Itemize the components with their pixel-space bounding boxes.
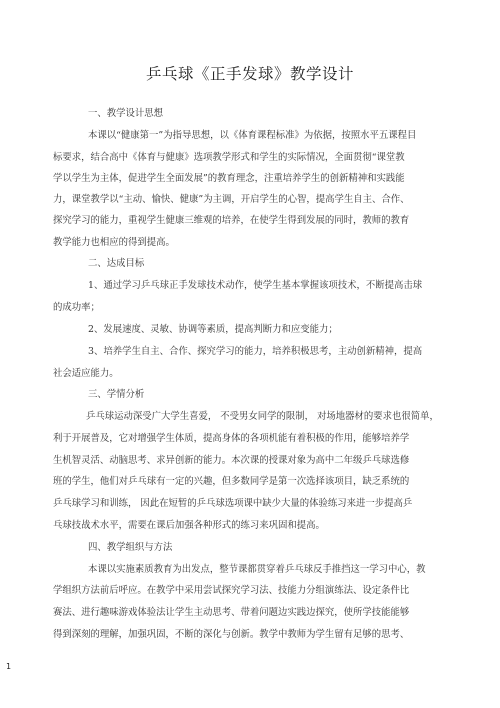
paragraph-line: 学以学生为主体，促进学生全面发展”的教育理念，注重培养学生的创新精神和实践能 — [53, 173, 405, 184]
paragraph-line: 学组织方法前后呼应。在教学中采用尝试探究学习法、技能力分组演练法、设定条件比 — [53, 585, 410, 596]
paragraph-line: 本课以实施素质教育为出发点，整节课都贯穿着乒乓球反手推挡这一学习中心，教 — [88, 564, 426, 575]
paragraph-line: 标要求，结合高中《体育与健康》选项教学形式和学生的实际情况，全面贯彻“课堂教 — [53, 152, 405, 163]
paragraph-line: 乒乓球学习和训练， 因此在短暂的乒乓球选项课中缺少大量的体验练习来进一步提高乒 — [53, 498, 413, 509]
page-number: 1 — [6, 662, 12, 671]
section-heading: 三、学情分析 — [88, 389, 145, 400]
paragraph-line: 教学能力也相应的得到提高。 — [53, 237, 175, 248]
paragraph-line: 生机智灵活、动脑思考、求异创新的能力。本次课的授课对象为高中二年级乒乓球选修 — [53, 455, 410, 466]
paragraph-line: 利于开展普及，它对增强学生体质，提高身体的各项机能有着积极的作用，能够培养学 — [53, 433, 410, 444]
paragraph-line: 得到深刻的理解，加强巩固，不断的深化与创新。教学中教师为学生留有足够的思考、 — [53, 629, 410, 640]
page-title: 乒乓球《正手发球》教学设计 — [145, 65, 354, 83]
section-heading: 一、教学设计思想 — [88, 108, 164, 119]
section-heading: 四、教学组织与方法 — [88, 542, 173, 553]
paragraph-line: 1、通过学习乒乓球正手发球技术动作，使学生基本掌握该项技术，不断提高击球 — [88, 280, 423, 291]
paragraph-line: 的成功率； — [53, 302, 100, 313]
paragraph-line: 班的学生，他们对乒乓球有一定的兴趣，但多数同学是第一次选择该项目，缺乏系统的 — [53, 476, 410, 487]
paragraph-line: 3、培养学生自主、合作、探究学习的能力，培养积极思考，主动创新精神，提高 — [88, 346, 423, 357]
paragraph-line: 力，课堂教学以“主动、愉快、健康”为主调，开启学生的心智，提高学生自主、合作、 — [53, 194, 410, 205]
paragraph-line: 探究学习的能力，重视学生健康三维观的培养，在使学生得到发展的同时，教师的教育 — [53, 215, 410, 226]
section-heading: 二、达成目标 — [88, 258, 145, 269]
paragraph-line: 赛法、进行趣味游戏体验法让学生主动思考、带着问题边实践边探究，使所学技能能够 — [53, 607, 410, 618]
paragraph-line: 2、发展速度、灵敏、协调等素质，提高判断力和应变能力； — [88, 324, 338, 335]
paragraph-line: 乒乓球运动深受广大学生喜爱， 不受男女同学的限制， 对场地器材的要求也很简单， — [86, 411, 439, 422]
paragraph-line: 社会适应能力。 — [53, 368, 119, 379]
paragraph-line: 本课以“健康第一”为指导思想，以《体育课程标准》为依据，按照水平五课程目 — [88, 130, 417, 141]
paragraph-line: 乓球技战术水平，需要在课后加强各种形式的练习来巩固和提高。 — [53, 520, 325, 531]
